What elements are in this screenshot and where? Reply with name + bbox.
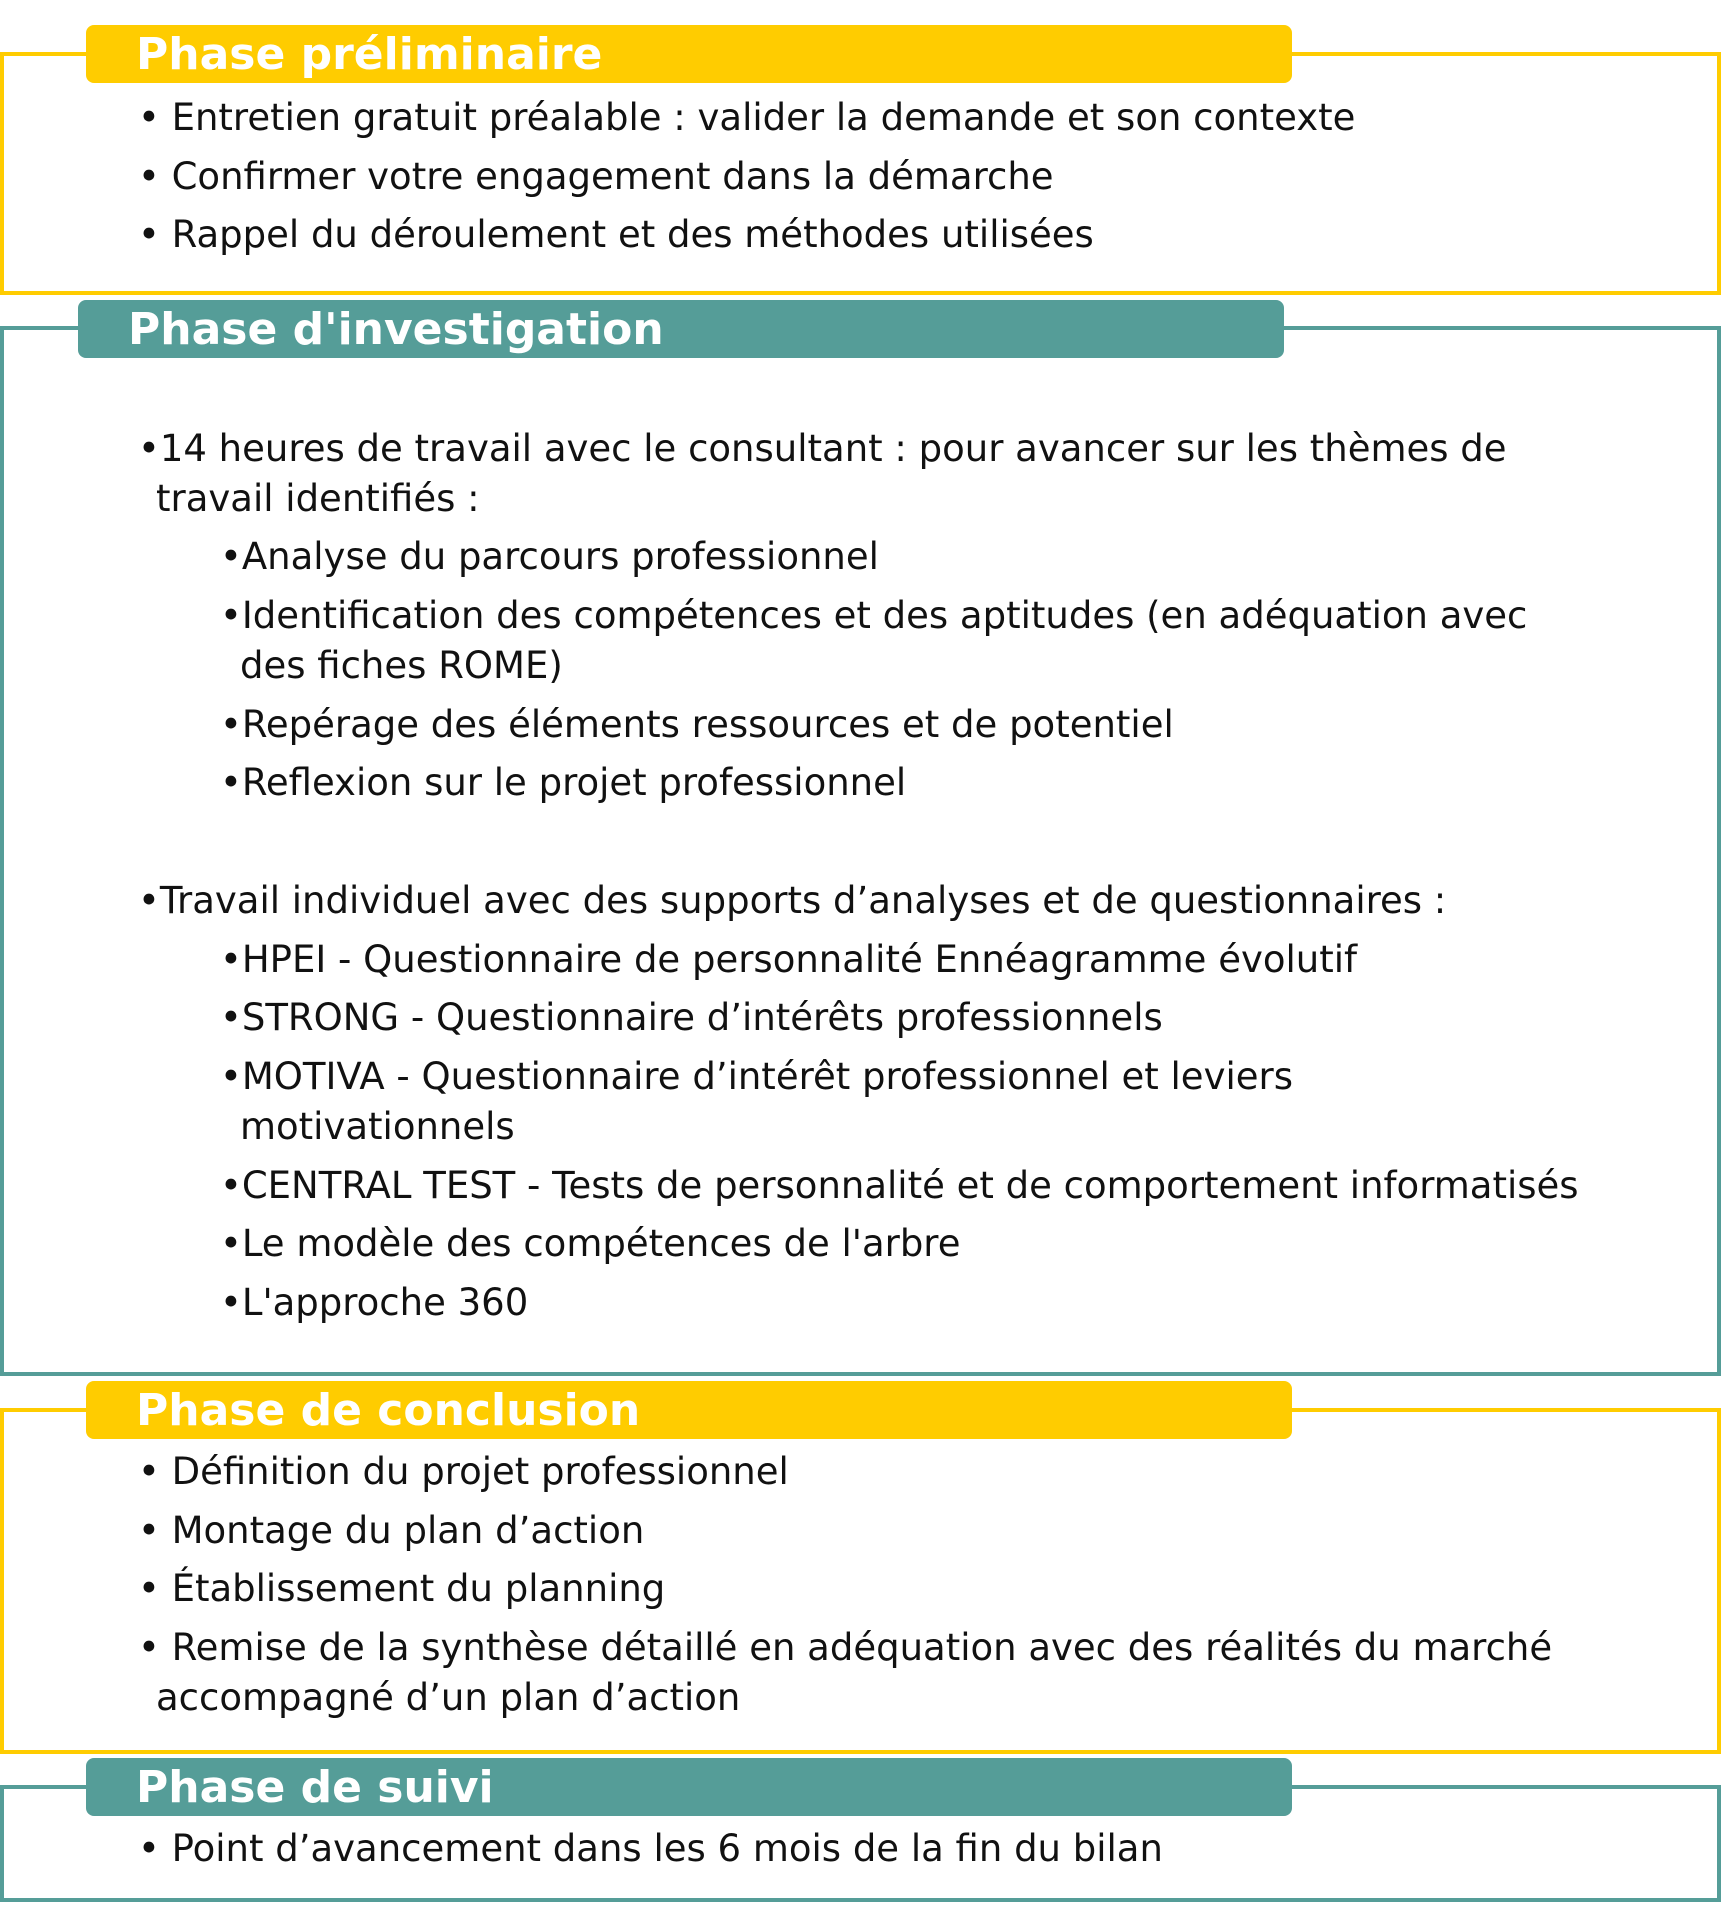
phase-preliminaire-title xyxy=(86,25,1292,83)
list-item-continuation: travail identifiés : xyxy=(156,477,480,520)
phase-conclusion-title-text: Phase de conclusion xyxy=(136,1384,641,1436)
list-item: •Travail individuel avec des supports d’analyses et de questionnaires : xyxy=(138,879,1447,922)
phase-investigation-title xyxy=(78,300,1284,358)
list-item: •Reflexion sur le projet professionnel xyxy=(220,761,907,804)
list-item: •Analyse du parcours professionnel xyxy=(220,535,879,578)
list-item: •Identification des compétences et des aptitudes (en adéquation avec xyxy=(220,594,1528,637)
list-item: • Remise de la synthèse détaillé en adéquation avec des réalités du marché xyxy=(138,1626,1553,1669)
list-item: •Le modèle des compétences de l'arbre xyxy=(220,1222,961,1265)
list-item: •STRONG - Questionnaire d’intérêts professionnels xyxy=(220,996,1163,1039)
list-item: • Définition du projet professionnel xyxy=(138,1450,789,1493)
list-item: • Confirmer votre engagement dans la démarche xyxy=(138,155,1054,198)
list-item: • Montage du plan d’action xyxy=(138,1509,645,1552)
list-item: •14 heures de travail avec le consultant : pour avancer sur les thèmes de xyxy=(138,427,1507,470)
list-item: •Repérage des éléments ressources et de potentiel xyxy=(220,703,1174,746)
list-item: •L'approche 360 xyxy=(220,1281,529,1324)
list-item: • Point d’avancement dans les 6 mois de la fin du bilan xyxy=(138,1827,1163,1870)
phase-conclusion-title xyxy=(86,1381,1292,1439)
list-item: • Entretien gratuit préalable : valider la demande et son contexte xyxy=(138,96,1356,139)
list-item: • Rappel du déroulement et des méthodes utilisées xyxy=(138,213,1094,256)
list-item: • Établissement du planning xyxy=(138,1567,666,1610)
list-item: •CENTRAL TEST - Tests de personnalité et de comportement informatisés xyxy=(220,1164,1579,1207)
phase-preliminaire-title-text: Phase préliminaire xyxy=(136,28,603,80)
list-item: •MOTIVA - Questionnaire d’intérêt professionnel et leviers xyxy=(220,1055,1294,1098)
list-item-continuation: des fiches ROME) xyxy=(240,644,563,687)
list-item-continuation: accompagné d’un plan d’action xyxy=(156,1676,741,1719)
list-item-continuation: motivationnels xyxy=(240,1105,515,1148)
list-item: •HPEI - Questionnaire de personnalité Ennéagramme évolutif xyxy=(220,938,1358,981)
phase-suivi-title xyxy=(86,1758,1292,1816)
phase-suivi-title-text: Phase de suivi xyxy=(136,1761,494,1813)
phase-investigation-title-text: Phase d'investigation xyxy=(128,303,664,355)
